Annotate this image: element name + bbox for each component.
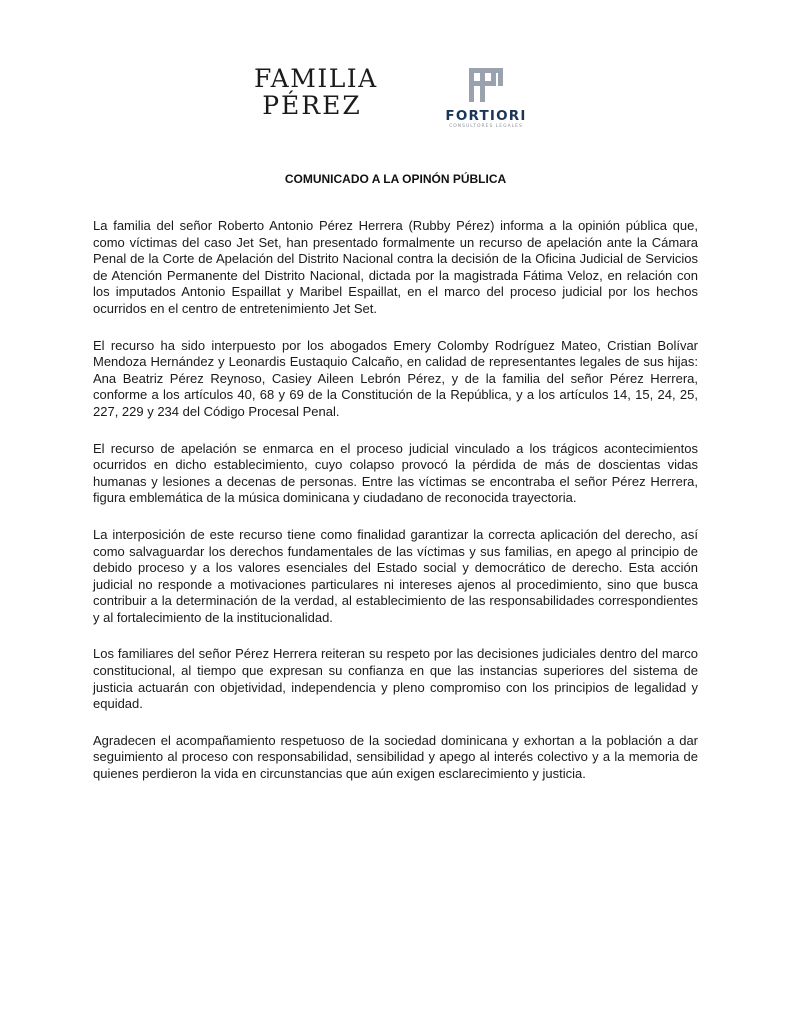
body-paragraph: Los familiares del señor Pérez Herrera reiteran su respeto por las decisiones judiciales dentro del marco constitucional, al tiempo que expresan su confianza en que las instancias superiores del sistema de justicia actuarán con objetividad, independencia y pleno compromiso con los principios de legalidad y equidad. bbox=[93, 646, 698, 712]
body-paragraph: El recurso ha sido interpuesto por los abogados Emery Colomby Rodríguez Mateo, Cristian Bolívar Mendoza Hernández y Leonardis Eustaquio Calcaño, en calidad de representantes legales de sus hijas: Ana Beatriz Pérez Reynoso, Casiey Aileen Lebrón Pérez, y de la familia del señor Pérez Herrera, conforme a los artículos 40, 68 y 69 de la Constitución de la República, y a los artículos 14, 15, 24, 25, 227, 229 y 234 del Código Procesal Penal. bbox=[93, 337, 698, 419]
document-body bbox=[93, 218, 698, 803]
body-paragraph: La interposición de este recurso tiene como finalidad garantizar la correcta aplicación del derecho, así como salvaguardar los derechos fundamentales de las víctimas y sus familias, en apego al principio de debido proceso y a los valores esenciales del Estado social y democrático de derecho. Esta acción judicial no responde a motivaciones particulares ni intereses ajenos al procedimiento, sino que busca contribuir a la determinación de la verdad, al establecimiento de las responsabilidades correspondientes y al fortalecimiento de la institucionalidad. bbox=[93, 526, 698, 625]
body-paragraph: Agradecen el acompañamiento respetuoso de la sociedad dominicana y exhortan a la población a dar seguimiento al proceso con responsabilidad, sensibilidad y apego al interés colectivo y a la memoria de quienes perdieron la vida en circunstancias que aún exigen esclarecimiento y justicia. bbox=[93, 732, 698, 782]
fortiori-logo bbox=[440, 64, 532, 130]
logo-familia-line2: PÉREZ bbox=[262, 90, 362, 120]
familia-perez-logo bbox=[254, 64, 378, 120]
body-paragraph: El recurso de apelación se enmarca en el proceso judicial vinculado a los trágicos acontecimientos ocurridos en dicho establecimiento, cuyo colapso provocó la pérdida de más de doscientas vidas humanas y lesiones a decenas de personas. Entre las víctimas se encontraba el señor Pérez Herrera, figura emblemática de la música dominicana y ciudadano de reconocida trayectoria. bbox=[93, 440, 698, 506]
logo-familia-line1: FAMILIA bbox=[254, 64, 378, 93]
fortiori-brand-name: FORTIORI bbox=[445, 108, 527, 124]
body-paragraph: La familia del señor Roberto Antonio Pérez Herrera (Rubby Pérez) informa a la opinión pública que, como víctimas del caso Jet Set, han presentado formalmente un recurso de apelación ante la Cámara Penal de la Corte de Apelación del Distrito Nacional contra la decisión de la Oficina Judicial de Servicios de Atención Permanente del Distrito Nacional, dictada por la magistrada Fátima Veloz, en relación con los imputados Antonio Espaillat y Maribel Espaillat, en el marco del proceso judicial por los hechos ocurridos en el centro de entretenimiento Jet Set. bbox=[93, 218, 698, 316]
document-title: COMUNICADO A LA OPINÓN PÚBLICA bbox=[284, 172, 507, 186]
fortiori-subtitle: CONSULTORES LEGALES bbox=[449, 124, 523, 129]
fortiori-mark-icon bbox=[465, 64, 507, 106]
